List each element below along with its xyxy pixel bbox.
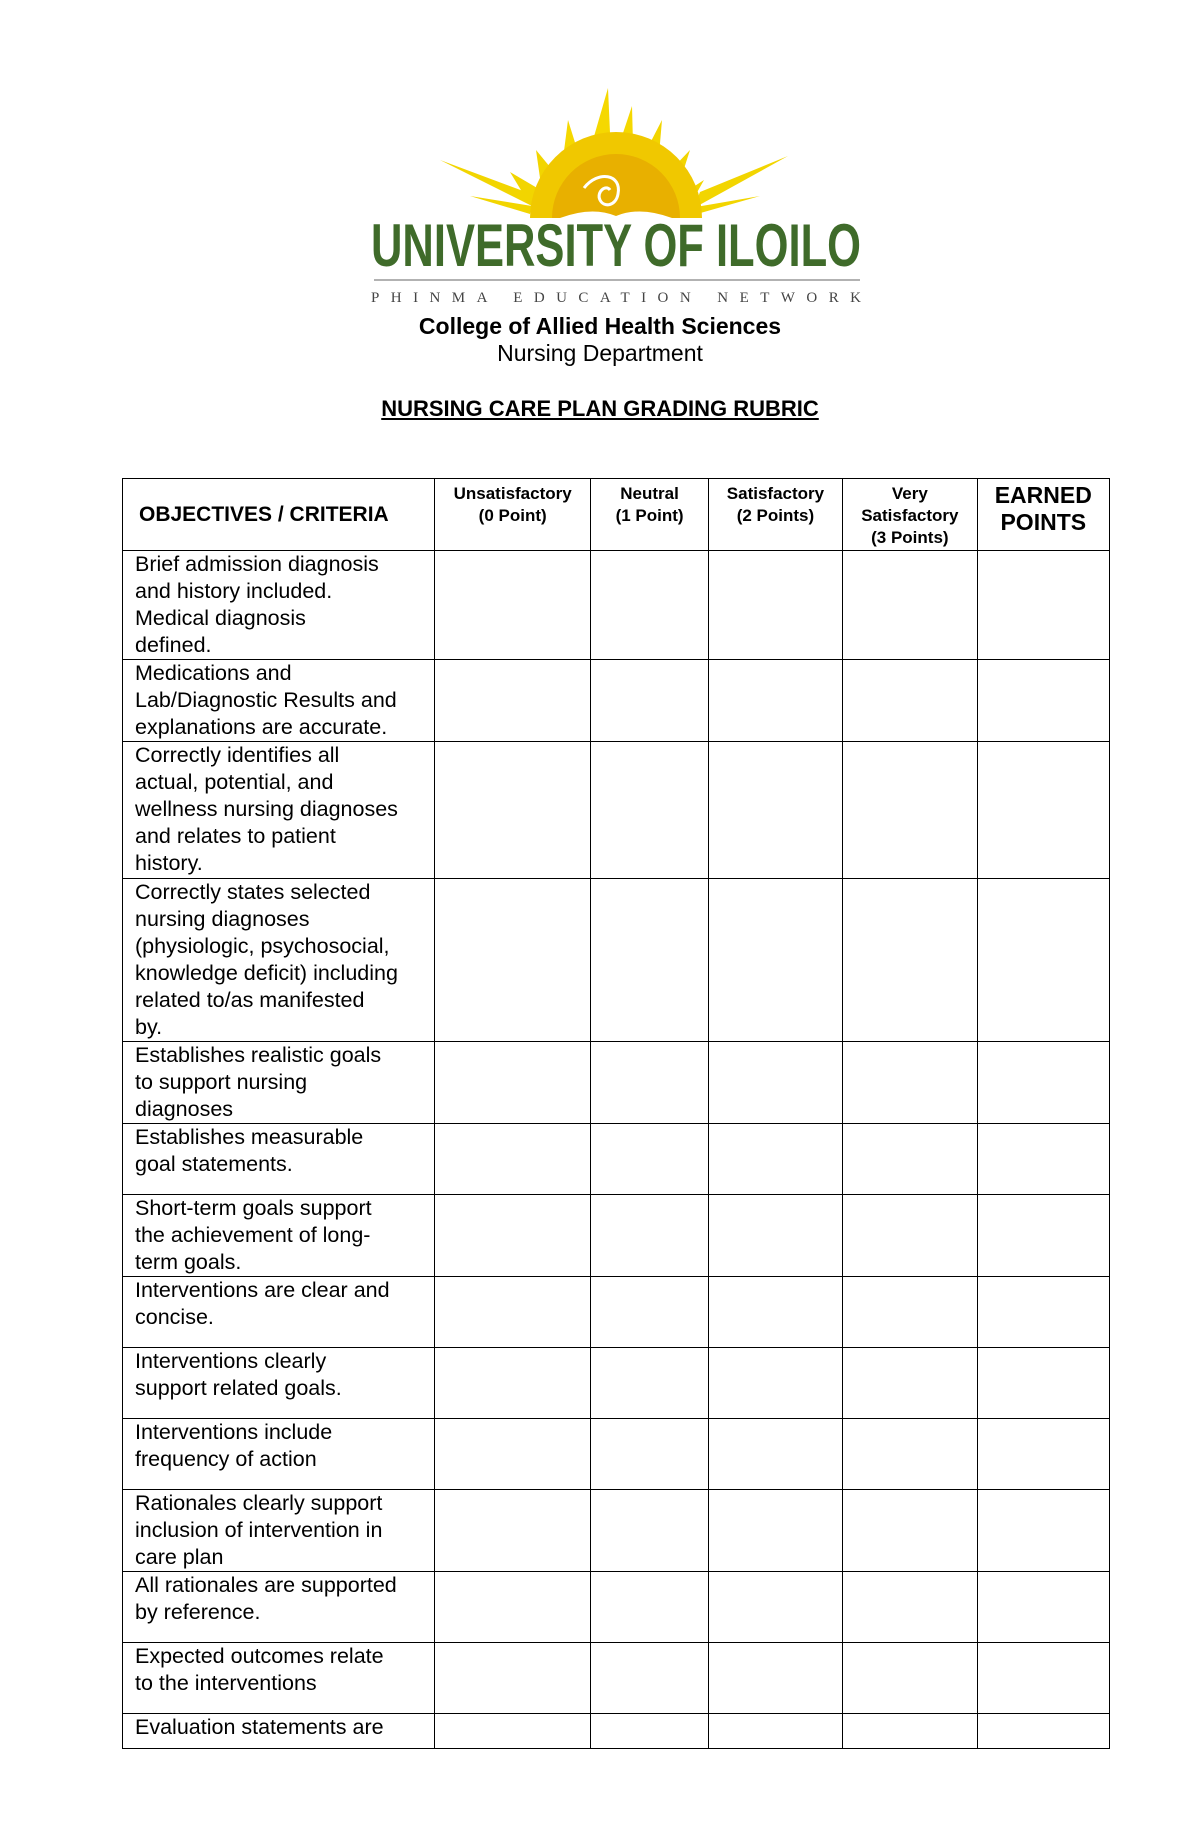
score-cell-unsatisfactory[interactable]	[434, 551, 590, 660]
score-cell-satisfactory[interactable]	[708, 1714, 842, 1749]
score-cell-neutral[interactable]	[591, 1490, 708, 1572]
score-cell-very-satisfactory[interactable]	[843, 1042, 977, 1124]
criteria-line: wellness nursing diagnoses	[135, 797, 398, 821]
criteria-line: Establishes realistic goals	[135, 1043, 382, 1067]
score-cell-earned-points[interactable]	[977, 1572, 1109, 1643]
score-cell-neutral[interactable]	[591, 742, 708, 879]
criteria-line: goal statements.	[135, 1152, 293, 1176]
criteria-line: nursing diagnoses	[135, 907, 310, 931]
criteria-line: Establishes measurable	[135, 1125, 364, 1149]
rubric-body	[123, 551, 1110, 1749]
criteria-cell	[123, 551, 435, 660]
criteria-line: Brief admission diagnosis	[135, 552, 379, 576]
criteria-line: diagnoses	[135, 1097, 234, 1121]
score-cell-earned-points[interactable]	[977, 1348, 1109, 1419]
col-header-neutral: Neutral (1 Point)	[591, 479, 708, 551]
table-row	[123, 1490, 1110, 1572]
score-cell-satisfactory[interactable]	[708, 1042, 842, 1124]
criteria-cell	[123, 1643, 435, 1714]
logo-tagline: PHINMA EDUCATION NETWORK	[370, 290, 861, 306]
criteria-cell	[123, 1348, 435, 1419]
score-cell-earned-points[interactable]	[977, 1490, 1109, 1572]
score-cell-satisfactory[interactable]	[708, 1195, 842, 1277]
criteria-line: Expected outcomes relate	[135, 1644, 384, 1668]
criteria-cell	[123, 1042, 435, 1124]
table-row	[123, 1572, 1110, 1643]
table-row	[123, 1124, 1110, 1195]
score-cell-satisfactory[interactable]	[708, 1643, 842, 1714]
criteria-line: Interventions include	[135, 1420, 333, 1444]
col-header-earned-points: EARNED POINTS	[977, 479, 1109, 551]
criteria-line: Medications and	[135, 661, 292, 685]
score-cell-satisfactory[interactable]	[708, 1348, 842, 1419]
score-cell-satisfactory[interactable]	[708, 1419, 842, 1490]
score-cell-unsatisfactory[interactable]	[434, 1419, 590, 1490]
criteria-line: history.	[135, 851, 203, 875]
score-cell-very-satisfactory[interactable]	[843, 1572, 977, 1643]
score-cell-neutral[interactable]	[591, 1419, 708, 1490]
score-cell-unsatisfactory[interactable]	[434, 1195, 590, 1277]
criteria-line: and relates to patient	[135, 824, 336, 848]
header-row	[123, 479, 1110, 551]
rubric-table	[122, 478, 1110, 1749]
score-cell-unsatisfactory[interactable]	[434, 1572, 590, 1643]
score-cell-neutral[interactable]	[591, 879, 708, 1042]
score-cell-satisfactory[interactable]	[708, 551, 842, 660]
criteria-line: the achievement of long-	[135, 1223, 371, 1247]
criteria-cell	[123, 660, 435, 742]
criteria-line: to support nursing	[135, 1070, 308, 1094]
criteria-line: knowledge deficit) including	[135, 961, 398, 985]
score-cell-very-satisfactory[interactable]	[843, 1419, 977, 1490]
criteria-cell	[123, 1419, 435, 1490]
table-row	[123, 742, 1110, 879]
score-cell-earned-points[interactable]	[977, 1643, 1109, 1714]
score-cell-neutral[interactable]	[591, 1572, 708, 1643]
score-cell-satisfactory[interactable]	[708, 1277, 842, 1348]
score-cell-earned-points[interactable]	[977, 1419, 1109, 1490]
score-cell-satisfactory[interactable]	[708, 879, 842, 1042]
criteria-line: and history included.	[135, 579, 333, 603]
table-row	[123, 1042, 1110, 1124]
score-cell-neutral[interactable]	[591, 1643, 708, 1714]
table-row	[123, 551, 1110, 660]
score-cell-earned-points[interactable]	[977, 742, 1109, 879]
score-cell-earned-points[interactable]	[977, 660, 1109, 742]
criteria-line: Rationales clearly support	[135, 1491, 383, 1515]
score-cell-earned-points[interactable]	[977, 551, 1109, 660]
criteria-line: Lab/Diagnostic Results and	[135, 688, 397, 712]
score-cell-very-satisfactory[interactable]	[843, 879, 977, 1042]
criteria-cell	[123, 1124, 435, 1195]
col-header-very-satisfactory: Very Satisfactory (3 Points)	[843, 479, 977, 551]
criteria-line: by.	[135, 1015, 163, 1039]
department-name: Nursing Department	[497, 340, 703, 366]
score-cell-neutral[interactable]	[591, 551, 708, 660]
criteria-line: related to/as manifested	[135, 988, 365, 1012]
score-cell-satisfactory[interactable]	[708, 1572, 842, 1643]
score-cell-earned-points[interactable]	[977, 1042, 1109, 1124]
criteria-line: inclusion of intervention in	[135, 1518, 383, 1542]
score-cell-satisfactory[interactable]	[708, 1490, 842, 1572]
criteria-cell	[123, 742, 435, 879]
score-cell-earned-points[interactable]	[977, 1714, 1109, 1749]
table-row	[123, 1643, 1110, 1714]
criteria-line: support related goals.	[135, 1376, 342, 1400]
criteria-line: Interventions are clear and	[135, 1278, 390, 1302]
score-cell-unsatisfactory[interactable]	[434, 1277, 590, 1348]
criteria-line: (physiologic, psychosocial,	[135, 934, 390, 958]
col-header-criteria: OBJECTIVES / CRITERIA	[123, 479, 435, 551]
score-cell-neutral[interactable]	[591, 660, 708, 742]
criteria-line: All rationales are supported	[135, 1573, 397, 1597]
score-cell-very-satisfactory[interactable]	[843, 1714, 977, 1749]
score-cell-unsatisfactory[interactable]	[434, 1643, 590, 1714]
logo-wordmark: UNIVERSITY OF ILOILO	[371, 212, 861, 279]
criteria-line: Correctly identifies all	[135, 743, 340, 767]
page-title: NURSING CARE PLAN GRADING RUBRIC	[381, 396, 819, 421]
score-cell-earned-points[interactable]	[977, 1124, 1109, 1195]
criteria-line: Correctly states selected	[135, 880, 371, 904]
criteria-cell	[123, 1490, 435, 1572]
criteria-cell	[123, 879, 435, 1042]
score-cell-neutral[interactable]	[591, 1042, 708, 1124]
college-name: College of Allied Health Sciences	[418, 313, 782, 339]
score-cell-satisfactory[interactable]	[708, 742, 842, 879]
score-cell-satisfactory[interactable]	[708, 660, 842, 742]
score-cell-unsatisfactory[interactable]	[434, 742, 590, 879]
criteria-line: Short-term goals support	[135, 1196, 372, 1220]
criteria-line: concise.	[135, 1305, 214, 1329]
criteria-cell	[123, 1277, 435, 1348]
score-cell-unsatisfactory[interactable]	[434, 1124, 590, 1195]
score-cell-neutral[interactable]	[591, 1714, 708, 1749]
table-row	[123, 660, 1110, 742]
score-cell-satisfactory[interactable]	[708, 1124, 842, 1195]
score-cell-unsatisfactory[interactable]	[434, 660, 590, 742]
university-logo	[360, 80, 872, 308]
score-cell-very-satisfactory[interactable]	[843, 1643, 977, 1714]
score-cell-earned-points[interactable]	[977, 1195, 1109, 1277]
criteria-cell	[123, 1572, 435, 1643]
score-cell-neutral[interactable]	[591, 1195, 708, 1277]
criteria-line: to the interventions	[135, 1671, 317, 1695]
table-row	[123, 1419, 1110, 1490]
criteria-line: actual, potential, and	[135, 770, 334, 794]
criteria-line: term goals.	[135, 1250, 242, 1274]
score-cell-neutral[interactable]	[591, 1348, 708, 1419]
score-cell-very-satisfactory[interactable]	[843, 1490, 977, 1572]
criteria-line: defined.	[135, 633, 212, 657]
criteria-line: explanations are accurate.	[135, 715, 388, 739]
criteria-line: Evaluation statements are	[135, 1715, 384, 1739]
col-header-satisfactory: Satisfactory (2 Points)	[708, 479, 842, 551]
score-cell-very-satisfactory[interactable]	[843, 1277, 977, 1348]
sun-icon	[440, 88, 788, 218]
score-cell-neutral[interactable]	[591, 1277, 708, 1348]
table-row	[123, 1714, 1110, 1749]
score-cell-very-satisfactory[interactable]	[843, 1348, 977, 1419]
score-cell-earned-points[interactable]	[977, 879, 1109, 1042]
criteria-cell	[123, 1714, 435, 1749]
table-row	[123, 1195, 1110, 1277]
criteria-cell	[123, 1195, 435, 1277]
col-header-unsatisfactory: Unsatisfactory (0 Point)	[434, 479, 590, 551]
criteria-line: frequency of action	[135, 1447, 317, 1471]
table-row	[123, 879, 1110, 1042]
score-cell-unsatisfactory[interactable]	[434, 1490, 590, 1572]
score-cell-unsatisfactory[interactable]	[434, 1714, 590, 1749]
score-cell-very-satisfactory[interactable]	[843, 1124, 977, 1195]
score-cell-very-satisfactory[interactable]	[843, 551, 977, 660]
table-row	[123, 1348, 1110, 1419]
score-cell-very-satisfactory[interactable]	[843, 742, 977, 879]
score-cell-unsatisfactory[interactable]	[434, 1348, 590, 1419]
score-cell-unsatisfactory[interactable]	[434, 879, 590, 1042]
score-cell-neutral[interactable]	[591, 1124, 708, 1195]
criteria-line: Interventions clearly	[135, 1349, 327, 1373]
table-row	[123, 1277, 1110, 1348]
score-cell-unsatisfactory[interactable]	[434, 1042, 590, 1124]
score-cell-very-satisfactory[interactable]	[843, 1195, 977, 1277]
criteria-line: by reference.	[135, 1600, 261, 1624]
criteria-line: Medical diagnosis	[135, 606, 306, 630]
score-cell-earned-points[interactable]	[977, 1277, 1109, 1348]
score-cell-very-satisfactory[interactable]	[843, 660, 977, 742]
criteria-line: care plan	[135, 1545, 224, 1569]
